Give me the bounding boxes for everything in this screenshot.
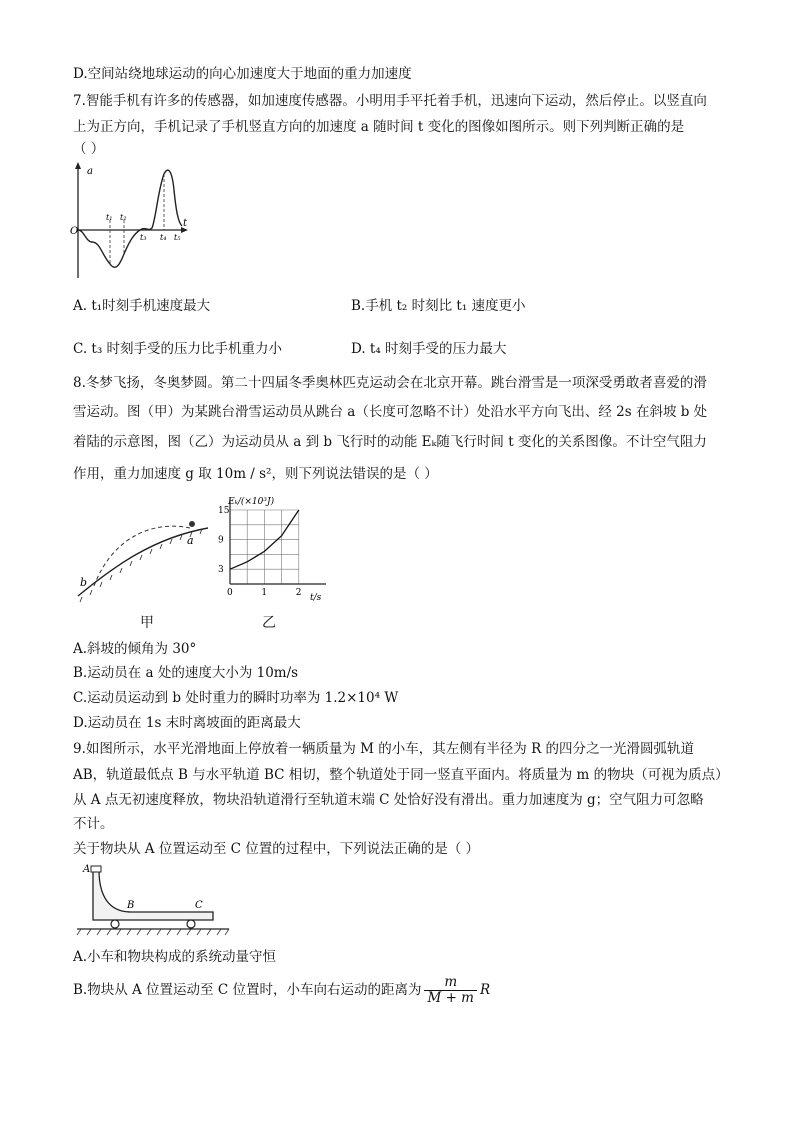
q9-cart-body [93, 870, 213, 920]
q8-chart-xlabel: t/s [310, 593, 322, 603]
q8-caption-jia: 甲 [140, 615, 154, 631]
chart-y-tick-label: 15 [218, 506, 230, 516]
q7-tick-t1: t₁ [106, 213, 113, 222]
q7-answer-blank: （ ） [73, 141, 105, 157]
q8-trajectory [94, 526, 190, 586]
q7-origin: O [70, 226, 79, 237]
q9-label-A: A [83, 864, 91, 875]
q9-option-b-r: R [480, 982, 491, 998]
q9-ground-hatch [77, 929, 229, 935]
q9-stem-line-5: 关于物块从 A 位置运动至 C 位置的过程中，下列说法正确的是（ ） [73, 841, 480, 857]
q8-ek-chart [214, 492, 330, 604]
q9-fraction-denominator: M + m [427, 990, 474, 1006]
q9-label-B: B [127, 900, 135, 911]
q8-stem-line-4: 作用，重力加速度 g 取 10m / s²，则下列说法错误的是（ ） [73, 466, 438, 482]
q9-option-b-fraction [424, 975, 477, 1006]
q7-option-b: B.手机 t₂ 时刻比 t₁ 速度更小 [351, 298, 526, 314]
q8-option-b: B.运动员在 a 处的速度大小为 10m/s [73, 665, 299, 681]
q9-stem-line-3: 从 A 点无初速度释放，物块沿轨道滑行至轨道末端 C 处恰好没有滑出。重力加速度为 g；空气阻力可忽略 [73, 792, 704, 808]
q9-option-b-text: B.物块从 A 位置运动至 C 位置时，小车向右运动的距离为 [73, 982, 422, 998]
q7-stem-line-2: 上为正方向，手机记录了手机竖直方向的加速度 a 随时间 t 变化的图像如图所示。则下列判断正确的是 [73, 119, 685, 135]
q7-tick-t5: t₅ [174, 233, 181, 242]
q9-stem-line-4: 不计。 [73, 816, 114, 832]
q9-cart-figure [73, 862, 233, 938]
q8-figure-jia [72, 508, 212, 603]
q9-block-icon [91, 866, 101, 872]
q9-option-a: A.小车和物块构成的系统动量守恒 [73, 949, 277, 965]
q6-option-d: D.空间站绕地球运动的向心加速度大于地面的重力加速度 [73, 66, 412, 82]
q8-chart-ylabel: Eₖ/(×10³J) [228, 497, 275, 507]
q7-ylabel: a [87, 166, 93, 177]
q8-stem-line-1: 8.冬梦飞扬，冬奥梦圆。第二十四届冬季奥林匹克运动会在北京开幕。跳台滑雪是一项深受勇敢者喜爱的滑 [73, 375, 707, 391]
q9-fraction-numerator: m [424, 975, 477, 991]
q8-slope-hatch [80, 529, 202, 602]
chart-x-tick-label: 1 [261, 588, 268, 598]
q8-skier-icon [189, 521, 195, 527]
q7-tick-t3: t₃ [140, 233, 147, 242]
q8-caption-yi: 乙 [262, 615, 276, 631]
q8-option-d: D.运动员在 1s 末时离坡面的距离最大 [73, 715, 301, 731]
q8-label-b: b [80, 576, 88, 589]
chart-y-tick-label: 3 [218, 565, 224, 576]
q8-option-c: C.运动员运动到 b 处时重力的瞬时功率为 1.2×10⁴ W [73, 690, 399, 706]
chart-x-tick-label: 0 [227, 588, 233, 598]
q9-wheel-right-icon [187, 920, 195, 928]
q8-chart-grid [230, 498, 326, 584]
q9-stem-line-2: AB，轨道最低点 B 与水平轨道 BC 相切，整个轨道处于同一竖直平面内。将质量为 m 的物块（可视为质点） [73, 767, 729, 783]
chart-y-tick-label: 9 [218, 535, 224, 546]
q8-stem-line-3: 着陆的示意图，图（乙）为运动员从 a 到 b 飞行时的动能 Eₖ随飞行时间 t 变化的关系图像。不计空气阻力 [73, 434, 707, 450]
q9-label-C: C [195, 900, 203, 911]
q7-stem-line-1: 7.智能手机有许多的传感器，如加速度传感器。小明用手平托着手机，迅速向下运动，然后停止。以竖直向 [73, 93, 707, 109]
q7-tick-t4: t₄ [160, 233, 167, 242]
q7-tick-t2: t₂ [120, 213, 127, 222]
q7-xlabel: t [183, 218, 188, 229]
chart-x-tick-label: 2 [295, 588, 302, 598]
q9-option-b [73, 975, 490, 1006]
q8-label-a: a [187, 534, 194, 547]
q7-curve [78, 170, 182, 267]
q7-option-a: A. t₁时刻手机速度最大 [73, 298, 211, 314]
q7-acceleration-graph [70, 160, 190, 285]
q7-y-arrow [75, 162, 81, 169]
q9-stem-line-1: 9.如图所示，水平光滑地面上停放着一辆质量为 M 的小车，其左侧有半径为 R 的四分之一光滑圆弧轨道 [73, 741, 695, 757]
q9-wheel-left-icon [111, 920, 119, 928]
q8-option-a: A.斜坡的倾角为 30° [73, 641, 197, 657]
q8-stem-line-2: 雪运动。图（甲）为某跳台滑雪运动员从跳台 a（长度可忽略不计）处沿水平方向飞出、经 2s 在斜坡 b 处 [73, 404, 708, 420]
q7-option-d: D. t₄ 时刻手受的压力最大 [351, 341, 507, 357]
q7-option-c: C. t₃ 时刻手受的压力比手机重力小 [73, 341, 283, 357]
